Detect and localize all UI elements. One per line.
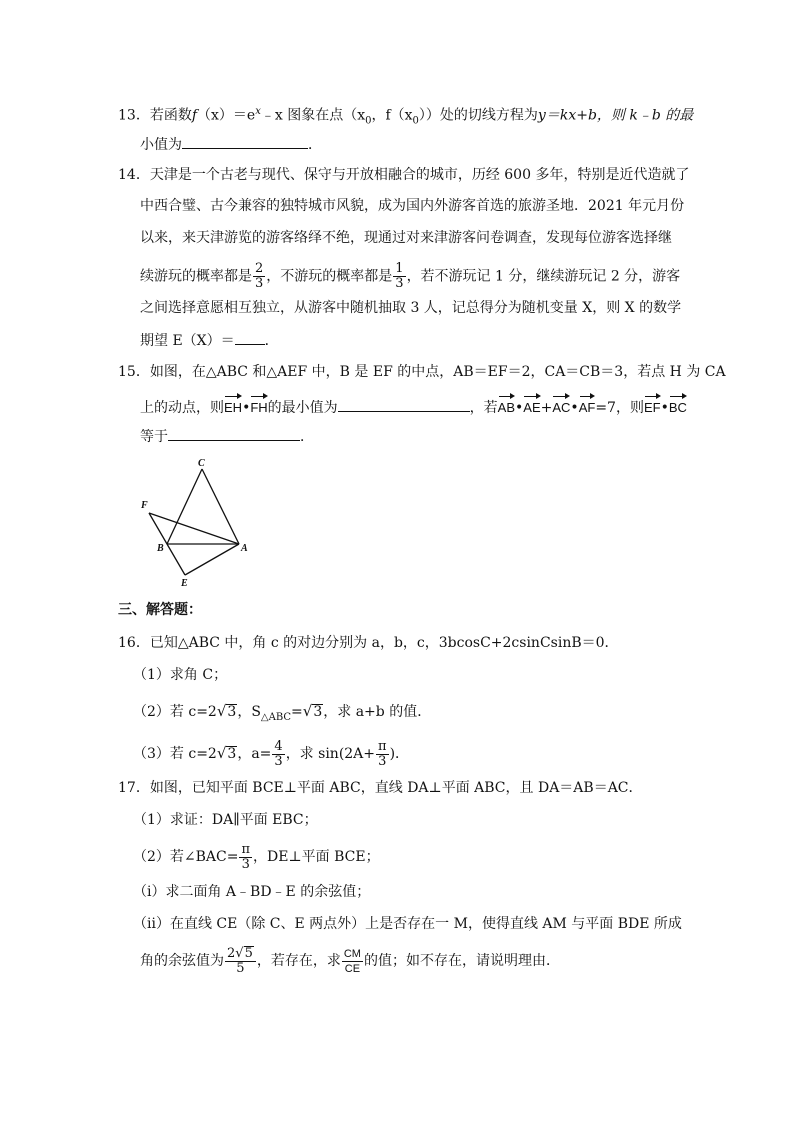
dot-operator: • bbox=[515, 400, 524, 416]
q16-text-2b: ，S bbox=[237, 704, 261, 720]
q17-text-2b: ，DE⊥平面 BCE； bbox=[253, 849, 380, 865]
q16-text-3a: （3）若 c=2 bbox=[133, 746, 217, 762]
q17-part-1: （1）求证：DA∥平面 EBC； bbox=[133, 812, 318, 828]
q14-line-6 bbox=[140, 330, 279, 350]
q16-text-3b: ，a= bbox=[237, 746, 272, 762]
q14-line-5: 之间选择意愿相互独立，从游客中随机抽取 3 人，记总得分为随机变量 X，则 X 的数学 bbox=[140, 300, 682, 316]
q15-text-2b: 的最小值为 bbox=[267, 400, 338, 416]
q13-text-e: ））处的切线方程为 bbox=[418, 107, 538, 124]
q13-exponent: x bbox=[255, 106, 261, 117]
numerator: 2 bbox=[255, 261, 264, 276]
question-number: 13． bbox=[118, 107, 150, 124]
sqrt-radicand: 3 bbox=[227, 746, 237, 762]
sqrt-radicand: 3 bbox=[227, 704, 237, 720]
q14-text-1: 天津是一个古老与现代、保守与开放相融合的城市，历经 600 多年，特别是近代造就了 bbox=[149, 167, 690, 183]
denominator: 3 bbox=[255, 276, 264, 291]
q13-text-c: ﹣x 图象在点（x bbox=[260, 107, 366, 124]
q15-period: ． bbox=[300, 429, 314, 445]
q16-part-3: （3）若 c=2√3，a= $\frac{4}{3}$ ，求 sin(2A+ $\frac{\pi}{3}$ )． bbox=[133, 738, 410, 769]
q16-text-3d: )． bbox=[389, 746, 410, 762]
q14-text-4b: ，不游玩的概率都是 bbox=[266, 268, 393, 285]
answer-blank[interactable] bbox=[182, 134, 308, 149]
q14-text-4a: 续游玩的概率都是 bbox=[140, 268, 252, 285]
q17-text-1: 如图，已知平面 BCE⊥平面 ABC，直线 DA⊥平面 ABC，且 DA＝AB＝AC． bbox=[149, 780, 643, 796]
q17-part-3: （ⅰ）求二面角 A﹣BD﹣E 的余弦值； bbox=[133, 884, 371, 900]
fraction-four-thirds bbox=[272, 740, 284, 769]
numerator: CM bbox=[343, 947, 361, 960]
numerator: 4 bbox=[274, 738, 283, 754]
triangle-figure bbox=[135, 452, 255, 587]
q14-line-1 bbox=[118, 165, 689, 185]
q14-line-3: 以来，来天津游览的游客络绎不绝，现通过对来津游客问卷调查，发现每位游客选择继 bbox=[140, 230, 672, 246]
q13-line-2 bbox=[140, 134, 322, 154]
q16-line-1 bbox=[118, 633, 619, 653]
q15-text-3: 等于 bbox=[140, 429, 168, 445]
vector-ac: AC bbox=[552, 394, 570, 418]
q13-answer-label: 小值为 bbox=[140, 137, 182, 153]
fraction-cm-ce bbox=[342, 947, 363, 976]
vector-ef: EF bbox=[644, 394, 661, 418]
answer-blank[interactable] bbox=[168, 426, 300, 441]
sqrt-radicand: 3 bbox=[313, 704, 323, 720]
plus-sign: + bbox=[540, 400, 553, 416]
dot-operator: • bbox=[242, 400, 251, 416]
q17-line-1 bbox=[118, 778, 643, 798]
sqrt-radicand: 5 bbox=[244, 946, 253, 961]
label-c: C bbox=[198, 458, 205, 469]
q17-part-2 bbox=[133, 842, 380, 872]
denominator: CE bbox=[344, 962, 361, 975]
vector-fh: FH bbox=[250, 394, 267, 418]
dot-operator: • bbox=[570, 400, 579, 416]
dot-operator: • bbox=[660, 400, 669, 416]
q13-f: f bbox=[191, 107, 198, 124]
label-b: B bbox=[157, 543, 164, 554]
q14-line-4 bbox=[140, 262, 680, 290]
q17-text-5b: ，若存在，求 bbox=[256, 953, 341, 969]
denominator: 3 bbox=[241, 856, 250, 872]
vector-ae: AE bbox=[523, 394, 540, 418]
numerator: π bbox=[241, 841, 251, 857]
numerator: π bbox=[378, 738, 387, 754]
q16-text-1: 已知△ABC 中，角 c 的对边分别为 a，b，c，3bcosC+2csinCsinB＝0． bbox=[149, 635, 619, 651]
q17-text-5a: 角的余弦值为 bbox=[140, 953, 224, 969]
q17-text-5c: 的值；如不存在，请说明理由． bbox=[363, 953, 560, 969]
denominator: 3 bbox=[395, 276, 404, 291]
question-number: 17． bbox=[118, 780, 150, 796]
q15-line-3 bbox=[140, 426, 314, 446]
q17-text-2a: （2）若∠BAC= bbox=[133, 849, 239, 865]
fraction-pi-thirds bbox=[376, 740, 389, 769]
q16-text-3c: ，求 sin(2A+ bbox=[285, 746, 376, 762]
q13-period: ． bbox=[308, 137, 322, 153]
q16-part-2: （2）若 c=2√3，$S_{\triangle ABC}=√3$，求 a+b 的值． bbox=[133, 702, 432, 723]
vector-bc: BC bbox=[669, 394, 687, 418]
q14-line-2: 中西合璧、古今兼容的独特城市风貌，成为国内外游客首选的旅游圣地．2021 年元月份 bbox=[140, 198, 685, 214]
denominator: 3 bbox=[378, 753, 387, 769]
q16-text-2c: = bbox=[291, 704, 303, 720]
q15-text-2c: ，若 bbox=[469, 400, 498, 416]
q17-part-5 bbox=[140, 944, 560, 978]
q16-part-1: （1）求角 C； bbox=[133, 667, 228, 683]
q14-text-6: 期望 E（X）＝ bbox=[140, 333, 235, 349]
question-number: 14． bbox=[118, 167, 150, 183]
label-a: A bbox=[241, 543, 248, 554]
question-number: 16． bbox=[118, 635, 150, 651]
edge-ea bbox=[185, 544, 239, 575]
q15-text-eq7: =7，则 bbox=[595, 400, 644, 416]
q16-text-2d: ，求 a+b 的值． bbox=[323, 704, 432, 720]
question-number: 15． bbox=[118, 364, 150, 380]
label-f: F bbox=[141, 500, 148, 511]
numerator: 1 bbox=[395, 261, 404, 276]
fraction-two-root5-over-5 bbox=[225, 946, 256, 976]
label-e: E bbox=[181, 578, 188, 587]
subscript-area: △ABC bbox=[260, 711, 292, 723]
q13-text: 若函数 bbox=[149, 107, 192, 124]
fraction-two-thirds bbox=[253, 262, 265, 291]
vector-ab: AB bbox=[498, 394, 515, 418]
q13-line-1: 13．若函数$f(x)=e^x﹣x$ 图象在点（$x_0$，$f(x_0)$）处的切线方程为y＝kx+b，则 k﹣b 的最 bbox=[118, 106, 694, 127]
answer-blank[interactable] bbox=[235, 330, 265, 345]
fraction-pi-thirds bbox=[239, 843, 252, 872]
q13-text-g: y＝kx+b，则 k﹣b 的最 bbox=[537, 107, 694, 124]
fraction-one-third bbox=[393, 262, 405, 291]
answer-blank[interactable] bbox=[338, 397, 470, 412]
q15-line-1 bbox=[118, 362, 726, 382]
q13-text-b: （x）＝e bbox=[197, 107, 256, 124]
q16-text-2a: （2）若 c=2 bbox=[133, 704, 217, 720]
q14-text-4c: ，若不游玩记 1 分，继续游玩记 2 分，游客 bbox=[406, 268, 681, 285]
vector-af: AF bbox=[579, 394, 596, 418]
numerator: 2√5 bbox=[225, 946, 256, 962]
q17-part-4: （ⅱ）在直线 CE（除 C、E 两点外）上是否存在一 M，使得直线 AM 与平面 BDE 所成 bbox=[133, 916, 682, 932]
q15-text-1: 如图，在△ABC 和△AEF 中，B 是 EF 的中点，AB＝EF＝2，CA＝CB＝3，若点 H 为 CA bbox=[149, 364, 726, 380]
q15-line-2 bbox=[140, 394, 687, 414]
numerator-coef: 2 bbox=[227, 946, 236, 961]
q13-text-d: ，f（x bbox=[371, 107, 413, 124]
denominator: 5 bbox=[236, 961, 245, 976]
q14-period: ． bbox=[264, 333, 279, 349]
denominator: 3 bbox=[274, 753, 283, 769]
edge-cb bbox=[167, 469, 202, 544]
section-heading: 三、解答题： bbox=[118, 602, 202, 618]
q15-text-2a: 上的动点，则 bbox=[140, 400, 224, 416]
vector-eh: EH bbox=[224, 394, 242, 418]
